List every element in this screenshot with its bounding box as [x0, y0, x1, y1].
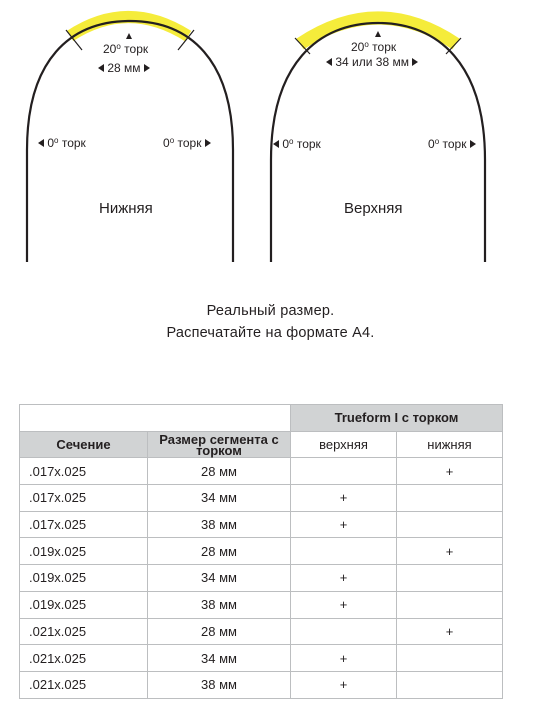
table-row	[20, 511, 503, 538]
cell-size: 34 мм	[148, 485, 291, 512]
table-row	[20, 485, 503, 512]
lower-right-torque-label: 0$^o$ торк	[163, 136, 211, 150]
right-arrow-icon	[144, 64, 150, 72]
cell-size: 28 мм	[148, 458, 291, 485]
cell-size: 34 мм	[148, 645, 291, 672]
lower-top-torque-label: 20$^o$ торк	[103, 42, 149, 56]
cell-lower	[397, 591, 503, 618]
upper-top-arrow-icon	[375, 31, 381, 37]
upper-right-torque-label: 0$^o$ торк	[428, 137, 476, 151]
wire-spec-table	[19, 404, 503, 699]
right-arrow-icon	[470, 140, 476, 148]
cell-upper: +	[291, 591, 397, 618]
table-row	[20, 458, 503, 485]
col-header-lower: нижняя	[397, 431, 503, 458]
cell-section: .021x.025	[20, 671, 148, 698]
lower-top-arrow-icon	[126, 33, 132, 39]
upper-arch-wire	[262, 0, 541, 270]
cell-section: .019x.025	[20, 591, 148, 618]
cell-size: 28 мм	[148, 538, 291, 565]
left-arrow-icon	[38, 139, 44, 147]
cell-section: .021x.025	[20, 618, 148, 645]
cell-upper: +	[291, 511, 397, 538]
cell-section: .017x.025	[20, 485, 148, 512]
cell-upper	[291, 458, 397, 485]
cell-upper: +	[291, 671, 397, 698]
cell-size: 38 мм	[148, 591, 291, 618]
cell-upper: +	[291, 645, 397, 672]
cell-lower	[397, 645, 503, 672]
table-corner-blank	[20, 405, 291, 432]
table-row	[20, 591, 503, 618]
right-arrow-icon	[412, 58, 418, 66]
upper-top-torque-label: 20$^o$ торк	[351, 40, 397, 54]
col-header-segment-size: Размер сегмента с торком	[148, 431, 291, 458]
left-arrow-icon	[326, 58, 332, 66]
cell-lower: +	[397, 458, 503, 485]
cell-lower	[397, 671, 503, 698]
cell-section: .021x.025	[20, 645, 148, 672]
print-note	[0, 300, 541, 344]
upper-arch-figure	[262, 0, 541, 270]
table-row	[20, 645, 503, 672]
cell-section: .017x.025	[20, 458, 148, 485]
table-body	[20, 458, 503, 698]
cell-lower	[397, 511, 503, 538]
print-note-line-1: Реальный размер.	[206, 303, 335, 319]
cell-upper	[291, 618, 397, 645]
cell-lower	[397, 485, 503, 512]
cell-section: .019x.025	[20, 565, 148, 592]
cell-size: 38 мм	[148, 511, 291, 538]
upper-arch-name: Верхняя	[344, 200, 403, 217]
upper-left-torque-label: 0$^o$ торк	[273, 137, 321, 151]
cell-section: .019x.025	[20, 538, 148, 565]
cell-section: .017x.025	[20, 511, 148, 538]
cell-upper	[291, 538, 397, 565]
table-row	[20, 618, 503, 645]
upper-segment-size-label: 34 или 38 мм	[326, 55, 418, 69]
cell-size: 38 мм	[148, 671, 291, 698]
table-row	[20, 565, 503, 592]
lower-segment-size-label: 28 мм	[98, 61, 150, 75]
table-row	[20, 671, 503, 698]
col-header-upper: верхняя	[291, 431, 397, 458]
cell-lower	[397, 565, 503, 592]
trueform-group-header: Trueform I с торком	[291, 405, 503, 432]
lower-arch-wire	[0, 0, 270, 270]
cell-size: 34 мм	[148, 565, 291, 592]
cell-lower: +	[397, 538, 503, 565]
print-note-line-2: Распечатайте на формате А4.	[166, 325, 375, 341]
col-header-section: Сечение	[20, 431, 148, 458]
left-arrow-icon	[98, 64, 104, 72]
lower-arch-name: Нижняя	[99, 200, 153, 217]
lower-left-torque-label: 0$^o$ торк	[38, 136, 86, 150]
cell-lower: +	[397, 618, 503, 645]
cell-upper: +	[291, 565, 397, 592]
cell-size: 28 мм	[148, 618, 291, 645]
table-row	[20, 538, 503, 565]
right-arrow-icon	[205, 139, 211, 147]
left-arrow-icon	[273, 140, 279, 148]
cell-upper: +	[291, 485, 397, 512]
lower-arch-figure	[0, 0, 270, 270]
